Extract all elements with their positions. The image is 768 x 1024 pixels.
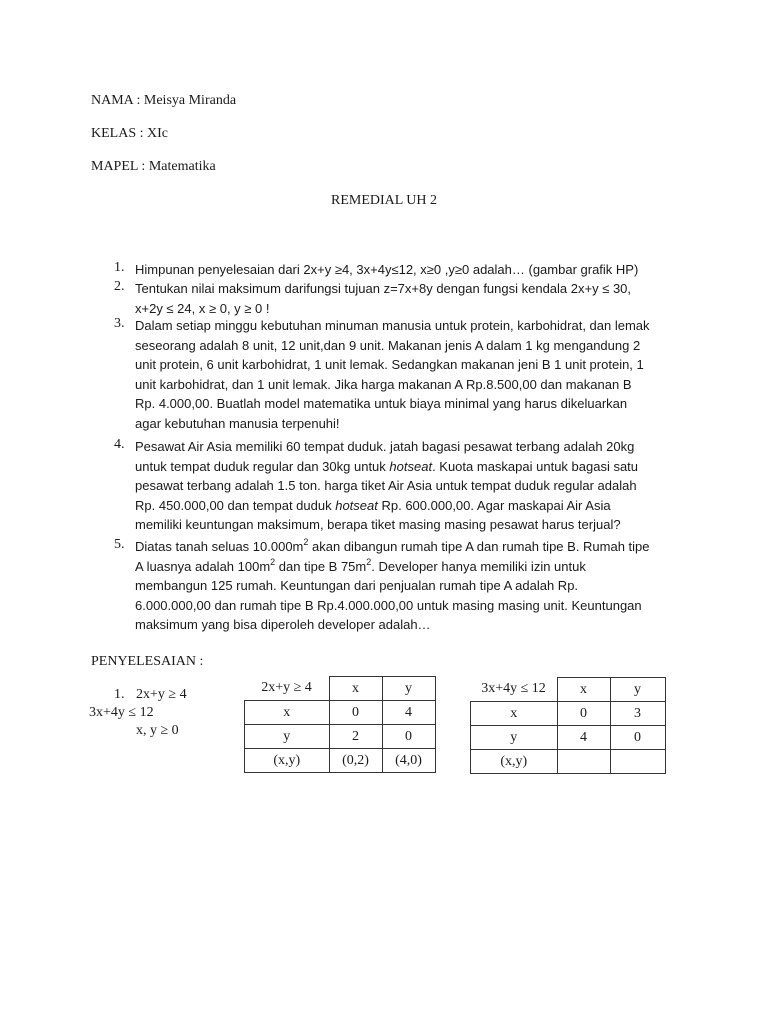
table-title: 3x+4y ≤ 12 [481,681,546,697]
question-line: Dalam setiap minggu kebutuhan minuman manusia untuk protein, karbohidrat, dan lemak [135,318,650,333]
question-line: Diatas tanah seluas $10.000m^2$ akan dibangun rumah tipe A dan rumah tipe B. Rumah tipe [135,537,650,554]
question-line: memiliki keuntungan maksimum, berapa tiket masing masing pesawat harus terjual? [135,517,621,532]
table-header-row [245,677,436,701]
student-class: KELAS : XIc [91,126,168,141]
question-line: Tentukan nilai maksimum darifungsi tujuan z=7x+8y dengan fungsi kendala 2x+y ≤ 30, [135,281,632,296]
table-header-y: y [382,677,435,701]
table-cell: (x,y) [471,750,558,774]
question-line: x+2y ≤ 24, x ≥ 0, y ≥ 0 ! [135,300,270,316]
table-header-row [471,678,666,702]
table-cell: 3 [610,702,665,726]
table-cell [610,750,665,774]
table-2x-plus-y [244,676,436,773]
table-header-x: x [557,678,610,702]
table-header-x: x [329,677,382,701]
table-header-y: y [610,678,665,702]
inequality-3: x, y ≥ 0 [136,723,179,738]
question-number: 5. [114,537,125,552]
question-number: 2. [114,279,125,294]
question-line: seseorang adalah 8 unit, 12 unit,dan 9 unit. Makanan jenis A dalam 1 kg mengandung 2 [135,337,641,353]
question-line: agar kebutuhan manusia terpenuhi! [135,415,340,431]
question-line: untuk tempat duduk regular dan 30kg untuk hotseat. Kuota maskapai untuk bagasi satu [135,458,639,474]
question-line: unit karbohidrat, dan 1 unit lemak. Jika harga makanan A Rp.8.500,00 dan makanan B [135,376,632,392]
table-title: 2x+y ≥ 4 [261,680,312,696]
solution-heading: PENYELESAIAN : [91,654,204,669]
table-cell: y [245,725,330,749]
table-cell: x [245,701,330,725]
table-cell: 0 [610,726,665,750]
table-cell: (4,0) [382,749,435,773]
table-row [245,749,436,773]
inequality-2: 3x+4y ≤ 12 [89,705,154,720]
question-line: membangun 125 rumah. Keuntungan dari penjualan rumah tipe A adalah Rp. [135,578,579,593]
question-line: 6.000.000,00 dan rumah tipe B Rp.4.000.000,00 untuk masing masing unit. Keuntungan [135,597,642,613]
table-3x-plus-4y [470,677,666,774]
table-cell: (x,y) [245,749,330,773]
inequality-1: 2x+y ≥ 4 [136,687,187,702]
question-line: maksimum yang bisa diperoleh developer adalah… [135,617,431,632]
table-cell: 0 [557,702,610,726]
question-line: unit protein, 6 unit karbohidrat, 1 unit lemak. Sedangkan makanan jeni B 1 unit protein, 1 [135,357,644,372]
question-line: Pesawat Air Asia memiliki 60 tempat duduk. jatah bagasi pesawat terbang adalah 20kg [135,439,635,454]
table-row [245,701,436,725]
question-line: A luasnya adalah $100m^2$ dan tipe B $75m^2$. Developer hanya memiliki izin untuk [135,556,586,574]
table-cell: 0 [329,701,382,725]
table-cell: 4 [557,726,610,750]
table-cell: (0,2) [329,749,382,773]
solution-item-number: 1. [114,687,125,702]
table-row [245,725,436,749]
question-number: 1. [114,260,125,275]
table-row [471,726,666,750]
student-name: NAMA : Meisya Miranda [91,93,237,108]
table-cell: 2 [329,725,382,749]
subject: MAPEL : Matematika [91,159,216,174]
document-title: REMEDIAL UH 2 [330,193,438,208]
table-cell: y [471,726,558,750]
question-number: 3. [114,316,125,331]
table-cell: x [471,702,558,726]
question-line: pesawat terbang adalah 1.5 ton. harga tiket Air Asia untuk tempat duduk regular adalah [135,478,637,493]
question-line: Himpunan penyelesaian dari 2x+y ≥4, 3x+4y≤12, x≥0 ,y≥0 adalah… (gambar grafik HP) [135,262,639,277]
table-cell: 4 [382,701,435,725]
table-cell: 0 [382,725,435,749]
table-row [471,750,666,774]
question-number: 4. [114,437,125,452]
table-cell [557,750,610,774]
table-row [471,702,666,726]
question-line: Rp. 4.000,00. Buatlah model matematika untuk biaya minimal yang harus dikeluarkan [135,396,628,411]
question-line: Rp. 450.000,00 dan tempat duduk hotseat Rp. 600.000,00. Agar maskapai Air Asia [135,497,611,513]
